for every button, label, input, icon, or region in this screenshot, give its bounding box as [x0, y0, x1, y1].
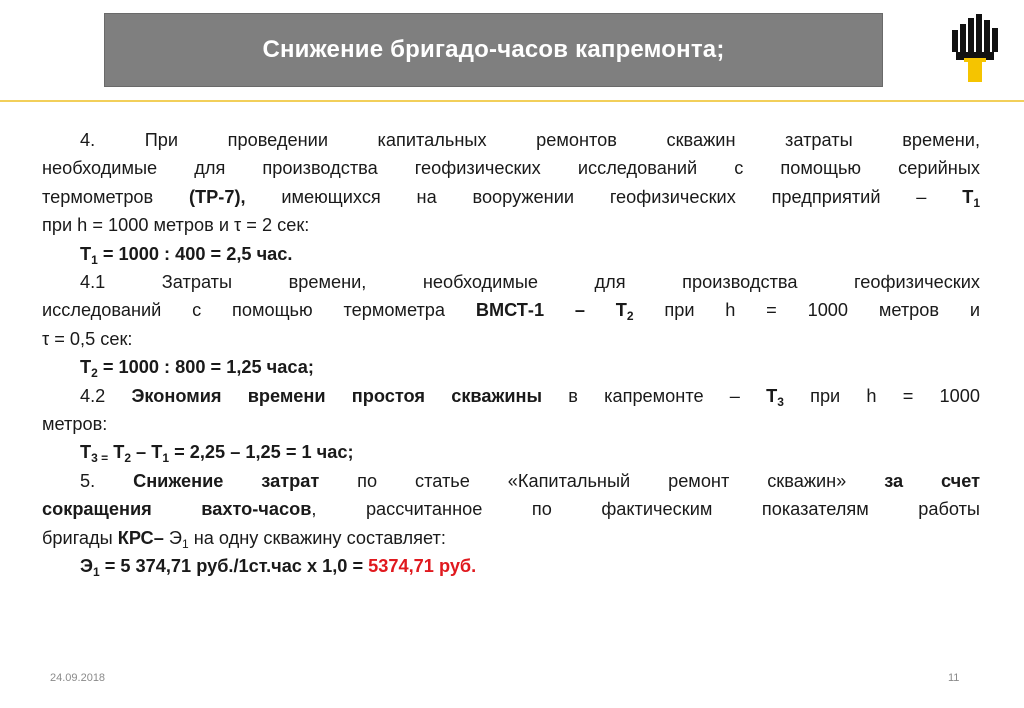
p4-line-4: при h = 1000 метров и τ = 2 сек:: [42, 215, 310, 236]
page-number: 11: [948, 672, 960, 684]
slide-title-box: [104, 13, 883, 87]
p42-line-1: 4.2 Экономия времени простоя скважины в капремонте – $Т_3$ при h = 1000: [80, 385, 980, 409]
formula-t3: $Т_{3 =}$ $Т_2 - Т_1 = 2,25 - 1,25 = 1$ час;: [80, 442, 354, 466]
p41-line-2: исследований с помощью термометра ВМСТ-1 – $Т_2$ при h = 1000 метров и: [42, 300, 981, 324]
p41-line-1: 4.1 Затраты времени, необходимые для производства геофизических: [80, 272, 980, 293]
p42-line-2: метров:: [42, 414, 108, 435]
header-divider: [0, 100, 1024, 102]
result-value: 5374,71 руб.: [368, 556, 477, 577]
company-logo-icon: [946, 14, 1002, 84]
slide-title: Снижение бригадо-часов капремонта;: [262, 36, 725, 63]
slide-body: [42, 126, 980, 581]
formula-t2: $Т_2 = 1000$ : 800 = 1,25 часа;: [80, 357, 314, 381]
p4-line-1: 4. При проведении капитальных ремонтов скважин затраты времени,: [80, 130, 980, 150]
p41-line-3: τ = 0,5 сек:: [42, 328, 133, 349]
footer-date: 24.09.2018: [50, 672, 106, 684]
p5-line-2: сокращения вахто-часов, рассчитанное по фактическим показателям работы: [42, 499, 981, 520]
formula-t1: $Т_1 = 1000$ : 400 = 2,5 час.: [80, 243, 293, 267]
p4-line-2: необходимые для производства геофизических исследований с помощью серийных: [42, 158, 980, 179]
p4-line-3: термометров (ТР-7), имеющихся на вооружении геофизических предприятий – $Т_1$: [42, 186, 980, 210]
formula-e1: $Э_1 = 5$ 374,71 руб./1ст.час х 1,0 = 5374,71 руб.: [80, 556, 477, 580]
p5-line-3: бригады КРС– $Э_1$ на одну скважину составляет:: [42, 527, 446, 551]
p5-line-1: 5. Снижение затрат по статье «Капитальный ремонт скважин» за счет: [80, 470, 980, 491]
